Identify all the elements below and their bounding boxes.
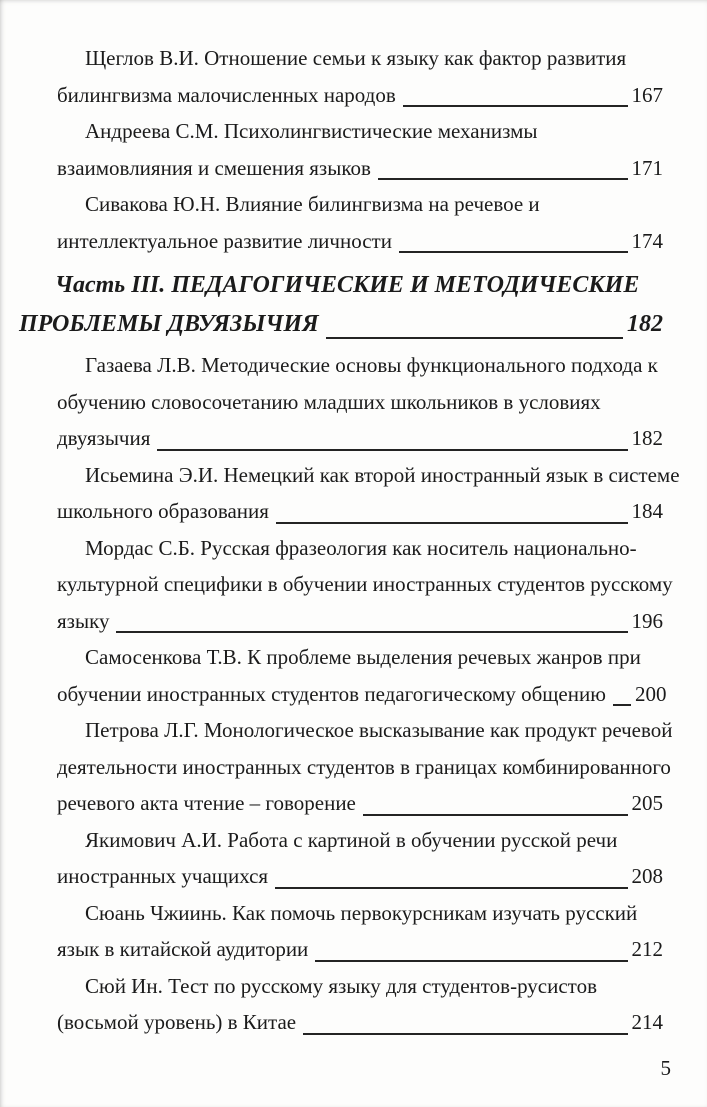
toc-entry (57, 639, 667, 712)
leader-line (315, 960, 627, 962)
toc-entry-line (57, 384, 663, 421)
entry-text: язык в китайской аудитории (57, 937, 309, 961)
entry-text: иностранных учащихся (57, 864, 269, 888)
toc-entry (57, 186, 663, 259)
entry-page-number: 200 (634, 681, 667, 706)
entry-page-number: 171 (631, 155, 663, 180)
leader-line (326, 337, 623, 339)
entry-page-number: 208 (631, 864, 663, 888)
toc-entry-line (57, 749, 671, 786)
entry-page-number: 174 (631, 228, 663, 253)
toc-entry-line (57, 530, 663, 567)
entry-text: Часть III. ПЕДАГОГИЧЕСКИЕ И МЕТОДИЧЕСКИЕ (55, 272, 640, 298)
entry-text: культурной специфики в обучении иностранных студентов русскому (57, 572, 673, 596)
toc-entry (57, 347, 663, 457)
entry-text: двуязычия (57, 426, 151, 450)
leader-line (399, 251, 628, 253)
toc-entry (57, 530, 673, 640)
toc-entry (57, 40, 663, 113)
toc-entry (57, 968, 663, 1041)
entry-page-number: 182 (627, 311, 663, 337)
toc-entry-line (57, 150, 663, 187)
toc-entry-line (57, 639, 663, 676)
entry-text: школьного образования (57, 499, 269, 523)
toc-entry-line (57, 113, 663, 150)
leader-line (157, 449, 627, 451)
toc-entry-line (57, 858, 663, 895)
entry-text: Щеглов В.И. Отношение семьи к языку как фактор развития (85, 46, 627, 70)
entry-text: Самосенкова Т.В. К проблеме выделения речевых жанров при (85, 645, 641, 669)
entry-page-number: 205 (631, 791, 663, 815)
entry-text: языку (57, 608, 110, 633)
leader-line (378, 178, 628, 180)
toc-entry-line (57, 968, 663, 1005)
entry-text: (восьмой уровень) в Китае (57, 1010, 297, 1034)
page-number: 5 (660, 1056, 671, 1080)
entry-text: взаимовлияния и смешения языков (57, 155, 371, 180)
toc-entry-line (57, 566, 673, 603)
toc-entry-line (57, 1004, 663, 1041)
entry-text: Петрова Л.Г. Монологическое высказывание как продукт речевой (85, 718, 673, 742)
entry-page-number: 167 (631, 82, 663, 107)
toc-list (19, 40, 680, 1041)
toc-entry (57, 822, 663, 895)
toc-entry-line (57, 420, 663, 457)
entry-text: обучению словосочетанию младших школьников в условиях (57, 389, 601, 414)
toc-entry-line (57, 895, 663, 932)
entry-text: Сюй Ин. Тест по русскому языку для студентов-русистов (85, 973, 597, 998)
toc-entry-line (57, 493, 663, 530)
entry-page-number: 182 (631, 426, 663, 450)
toc-entry (57, 895, 663, 968)
entry-text: интеллектуальное развитие личности (57, 228, 392, 253)
toc-entry (57, 457, 680, 530)
entry-text: Сюань Чжиинь. Как помочь первокурсникам изучать русский (85, 900, 638, 925)
leader-line (303, 1033, 627, 1035)
leader-line (403, 105, 628, 107)
entry-text: ПРОБЛЕМЫ ДВУЯЗЫЧИЯ (19, 311, 319, 337)
entry-text: Сивакова Ю.Н. Влияние билингвизма на речевое и (85, 192, 540, 216)
toc-entry-line (57, 223, 663, 260)
toc-section-heading (19, 266, 663, 344)
leader-line (613, 704, 631, 706)
entry-text: Исьемина Э.И. Немецкий как второй иностранный язык в системе (85, 462, 680, 487)
entry-text: деятельности иностранных студентов в границах комбинированного (57, 754, 671, 779)
entry-page-number: 214 (631, 1010, 663, 1034)
leader-line (276, 522, 628, 524)
toc-entry (57, 113, 663, 186)
leader-line (116, 631, 627, 633)
toc-entry-line (19, 305, 663, 344)
toc-entry-line (57, 77, 663, 114)
toc-entry-line (57, 347, 663, 384)
toc-entry-line (57, 603, 663, 640)
toc-entry-line (57, 931, 663, 968)
entry-page-number: 212 (631, 937, 663, 961)
leader-line (275, 887, 627, 889)
toc-entry-line (57, 676, 667, 713)
toc-entry-line (19, 266, 663, 305)
toc-entry-line (57, 822, 663, 859)
entry-text: речевого акта чтение – говорение (57, 791, 356, 815)
entry-text: Андреева С.М. Психолингвистические механизмы (85, 119, 538, 143)
entry-text: Газаева Л.В. Методические основы функционального подхода к (85, 353, 658, 377)
entry-text: Якимович А.И. Работа с картиной в обучении русской речи (85, 827, 618, 852)
toc-entry-line (57, 785, 663, 822)
entry-text: обучении иностранных студентов педагогическому общению (57, 681, 606, 706)
toc-entry-line (57, 186, 663, 223)
toc-entry-line (57, 40, 663, 77)
entry-text: Мордас С.Б. Русская фразеология как носитель национально- (85, 535, 637, 560)
entry-page-number: 196 (631, 608, 663, 633)
toc-entry (57, 712, 673, 822)
toc-entry-line (57, 712, 673, 749)
toc-entry-line (57, 457, 680, 494)
leader-line (363, 814, 628, 816)
entry-page-number: 184 (631, 499, 663, 523)
entry-text: билингвизма малочисленных народов (57, 82, 396, 107)
